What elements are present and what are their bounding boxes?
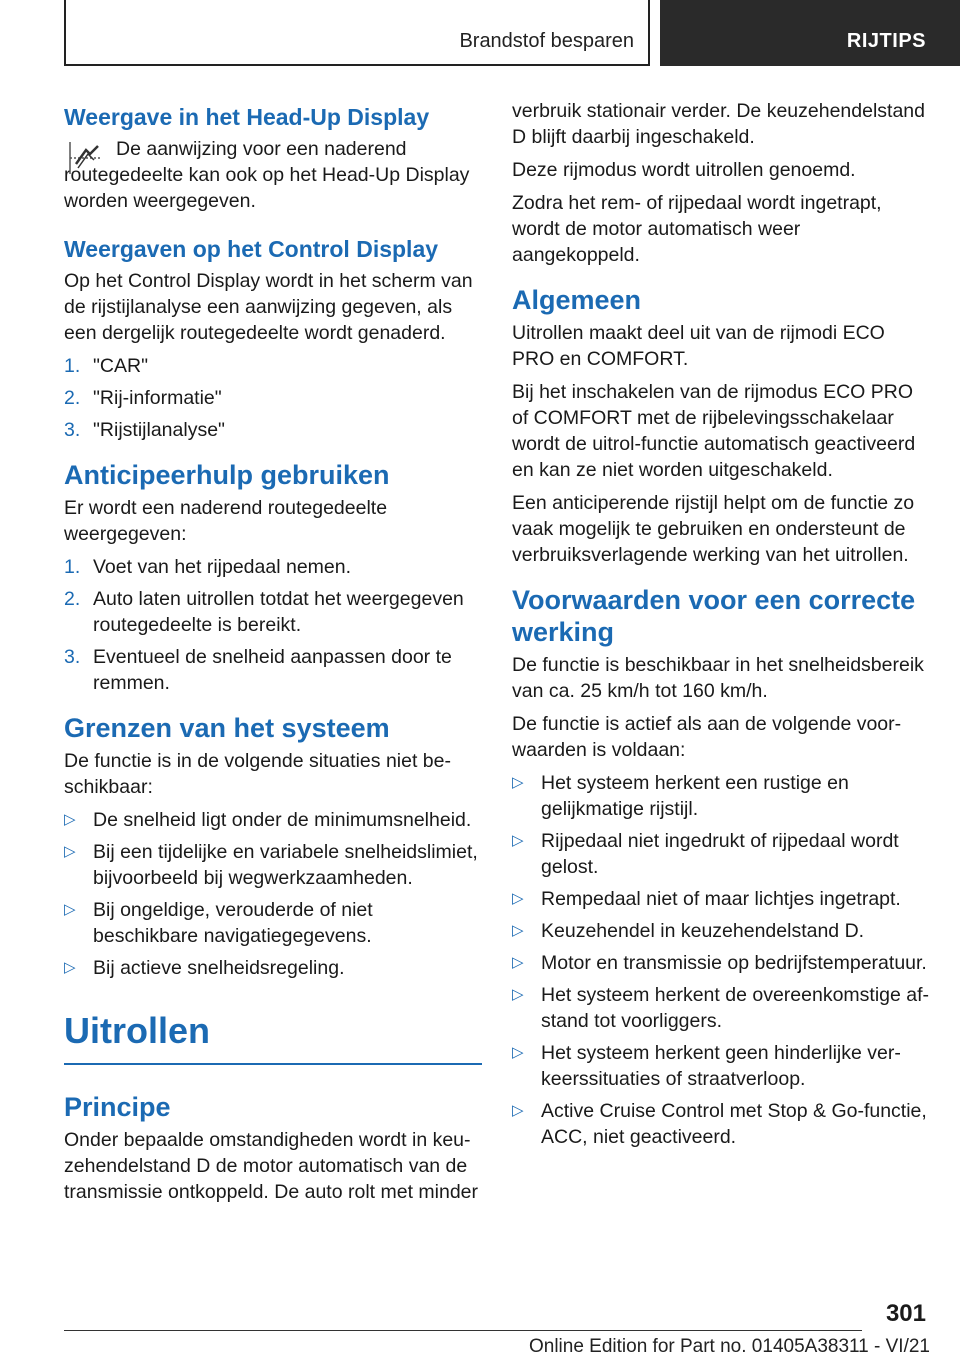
bullet-triangle-icon: ▷ [64,959,76,976]
footer-divider [64,1330,862,1331]
hud-heading: Weergave in het Head-Up Display [64,104,430,130]
list-item-text: Bij actieve snelheidsregeling. [93,957,345,979]
list-item-text: Rempedaal niet of maar lichtjes ingetrapt. [541,888,901,910]
bullet-triangle-icon: ▷ [512,774,524,791]
principle-text: Onder bepaalde omstandigheden wordt in keuzehendelstand D de motor automatisch van de transmissie ontkoppeld. De auto rolt met minder [64,1129,479,1203]
left-column [64,98,482,1212]
list-item-text: Bij een tijdelijke en variabele snelheidslimiet, bijvoorbeeld bij wegwerkzaamheden. [93,841,478,889]
step-text: "Rijstijlanalyse" [93,419,225,441]
step-text: Auto laten uitrollen totdat het weergegeven routegedeelte is bereikt. [93,588,464,636]
list-item [64,385,482,411]
hud-block [64,136,482,214]
conditions-paragraph-2: De functie is actief als aan de volgende voorwaarden is voldaan: [512,713,902,761]
list-item-text: Het systeem herkent geen hinderlijke verkeerssituaties of straatverloop. [541,1042,901,1090]
header-section-box [64,0,650,66]
list-item [512,1098,930,1150]
list-item-text: Motor en transmissie op bedrijfstemperatuur. [541,952,927,974]
list-item [512,918,930,944]
list-item [512,1040,930,1092]
control-display-heading: Weergaven op het Control Display [64,236,439,262]
anticipation-text: Er wordt een naderend routegedeelte weergegeven: [64,497,388,545]
bullet-triangle-icon: ▷ [512,986,524,1003]
list-item-text: Keuzehendel in keuzehendelstand D. [541,920,865,942]
list-item [64,554,482,580]
list-item [512,828,930,880]
page-number: 301 [885,1300,926,1327]
list-item-text: Rijpedaal niet ingedrukt of rijpedaal wordt gelost. [541,830,899,878]
step-number: 1. [64,556,81,578]
limits-heading: Grenzen van het systeem [64,713,390,743]
header-section-title: Brandstof besparen [459,30,634,52]
general-paragraph-2: Bij het inschakelen van de rijmodus ECO PRO of COMFORT met de rijbelevingsschakelaar wordt de uitrol-functie automatisch geactiveerd en kan ze niet worden uitgeschakeld. [512,381,916,481]
anticipation-steps [64,554,482,696]
bullet-triangle-icon: ▷ [64,811,76,828]
step-text: "Rij-informatie" [93,387,222,409]
list-item-text: De snelheid ligt onder de minimumsnelheid. [93,809,472,831]
step-number: 1. [64,355,81,377]
general-paragraph-3: Een anticiperende rijstijl helpt om de functie zo vaak mogelijk te gebruiken en ondersteunt de verbruiksverlagende werking van het uitrollen. [512,492,915,566]
bullet-triangle-icon: ▷ [512,890,524,907]
step-number: 2. [64,588,81,610]
bullet-triangle-icon: ▷ [512,1102,524,1119]
hud-text: De aanwijzing voor een naderend routegedeelte kan ook op het Head-Up Display worden weergegeven. [64,138,470,212]
list-item [64,417,482,443]
conditions-heading: Voorwaarden voor een correcte werking [512,585,916,647]
step-text: "CAR" [93,355,149,377]
continuation-text: verbruik stationair verder. De keuzehendelstand D blijft daarbij ingeschakeld. [512,100,925,148]
list-item-text: Bij ongeldige, verouderde of niet beschikbare navigatiegegevens. [93,899,373,947]
header-chapter-box [660,0,960,66]
list-item-text: Het systeem herkent een rustige en gelijkmatige rijstijl. [541,772,849,820]
list-item [64,839,482,891]
conditions-list [512,770,930,1150]
list-item [64,644,482,696]
limits-list [64,807,482,981]
bullet-triangle-icon: ▷ [512,1044,524,1061]
bullet-triangle-icon: ▷ [512,954,524,971]
footer-edition: Online Edition for Part no. 01405A38311 - VI/21 [528,1336,930,1357]
step-number: 2. [64,387,81,409]
step-text: Voet van het rijpedaal nemen. [93,556,352,578]
step-text: Eventueel de snelheid aanpassen door te remmen. [93,646,452,694]
header-chapter-title: RIJTIPS [846,30,926,52]
limits-text: De functie is in de volgende situaties niet beschikbaar: [64,750,451,798]
step-number: 3. [64,419,81,441]
list-item [64,807,482,833]
coasting-heading: Uitrollen [64,1009,482,1065]
bullet-triangle-icon: ▷ [512,832,524,849]
list-item [64,353,482,379]
general-heading: Algemeen [512,285,642,315]
list-item [64,897,482,949]
pedal-text: Zodra het rem- of rijpedaal wordt ingetrapt, wordt de motor automatisch weer aangekoppeld. [512,192,882,266]
list-item [64,955,482,981]
general-paragraph-1: Uitrollen maakt deel uit van de rijmodi ECO PRO en COMFORT. [512,322,885,370]
head-up-display-icon [64,138,104,178]
mode-text: Deze rijmodus wordt uitrollen genoemd. [512,159,856,181]
bullet-triangle-icon: ▷ [64,843,76,860]
list-item-text: Active Cruise Control met Stop & Go-functie, ACC, niet geactiveerd. [541,1100,927,1148]
bullet-triangle-icon: ▷ [512,922,524,939]
list-item [512,950,930,976]
list-item [512,886,930,912]
control-display-steps [64,353,482,443]
control-display-text: Op het Control Display wordt in het scherm van de rijstijlanalyse een aanwijzing gegeven, als een dergelijk routegedeelte wordt genaderd. [64,270,473,344]
bullet-triangle-icon: ▷ [64,901,76,918]
right-column [512,98,930,1160]
step-number: 3. [64,646,81,668]
list-item [512,770,930,822]
list-item [512,982,930,1034]
anticipation-heading: Anticipeerhulp gebruiken [64,460,390,490]
list-item [64,586,482,638]
list-item-text: Het systeem herkent de overeenkomstige afstand tot voorliggers. [541,984,930,1032]
principle-heading: Principe [64,1092,171,1122]
conditions-paragraph-1: De functie is beschikbaar in het snelheidsbereik van ca. 25 km/h tot 160 km/h. [512,654,924,702]
